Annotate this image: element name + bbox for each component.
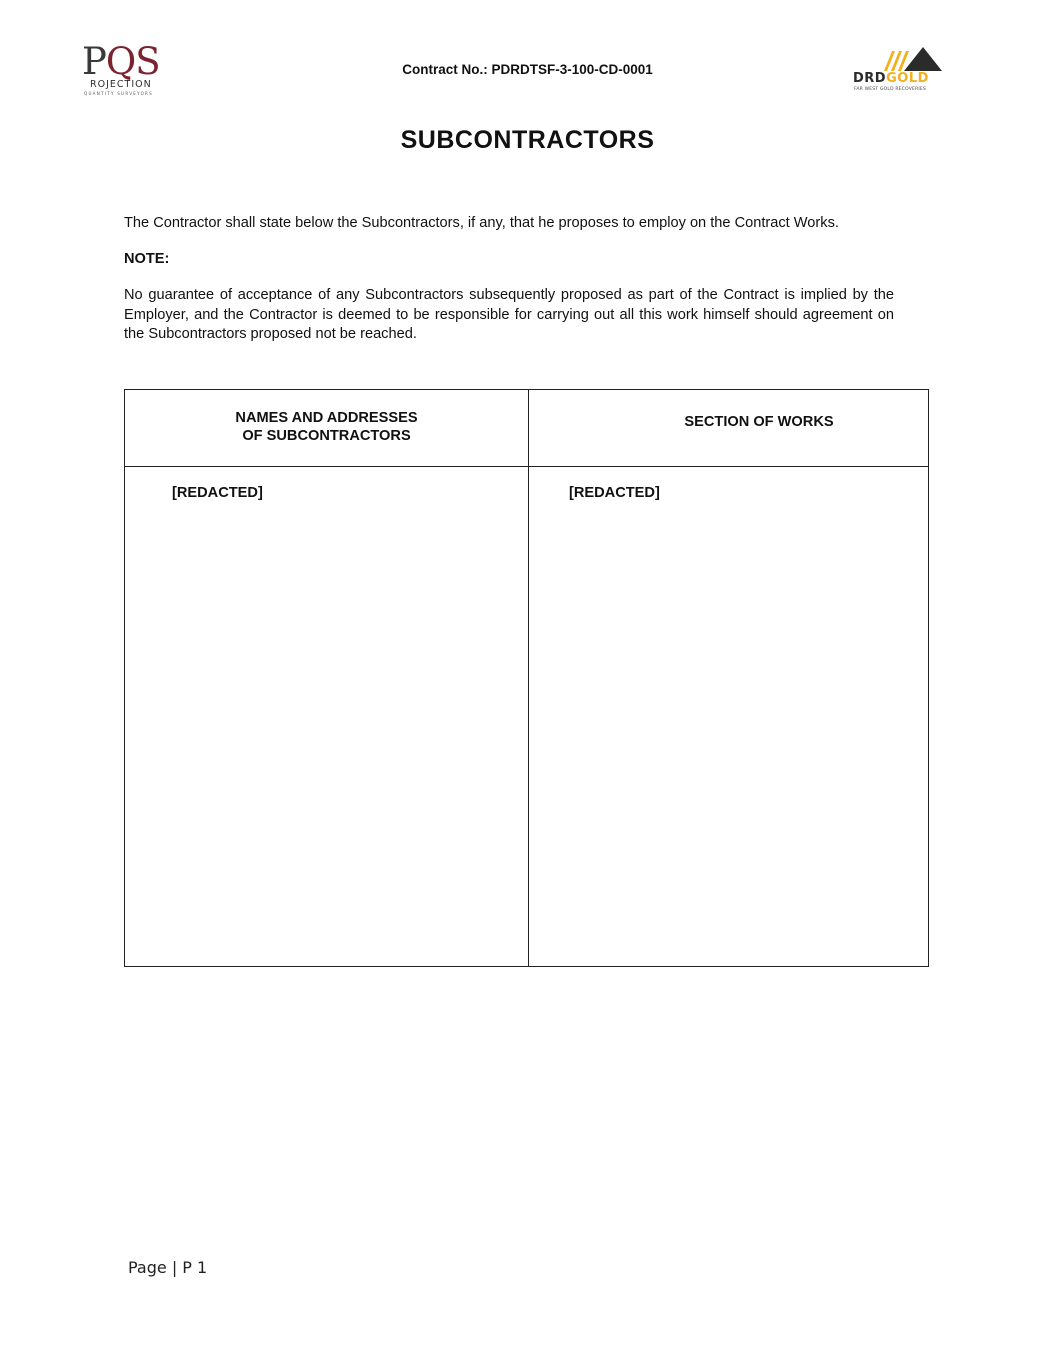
drdgold-mark-icon [880,47,942,71]
table-cell-section: [REDACTED] [569,485,660,501]
table-cell-names: [REDACTED] [172,485,263,501]
pqs-logo-qs: QS [105,40,160,83]
table-column-divider [528,390,529,966]
note-paragraph: No guarantee of acceptance of any Subcontractors subsequently proposed as part of the Contract is implied by the Employer, and the Contractor is deemed to be responsible for carrying out all this work himself should agreement on the Subcontractors proposed not be reached. [124,287,894,342]
drdgold-logo [850,47,945,97]
pqs-logo-subtitle: ROJECTION [90,79,152,90]
header-line: SECTION OF WORKS [684,414,834,430]
table-header-section-of-works [529,413,989,431]
note-label: NOTE: [124,251,170,267]
intro-paragraph: The Contractor shall state below the Subcontractors, if any, that he proposes to employ on the Contract Works. [124,215,839,231]
table-header-names-addresses [125,409,528,445]
page-number: Page | P 1 [128,1258,208,1277]
subcontractors-table [124,389,929,967]
drdgold-tagline: FAR WEST GOLD RECOVERIES [854,87,927,92]
page-title: SUBCONTRACTORS [400,126,655,154]
contract-number: Contract No.: PDRDTSF-3-100-CD-0001 [402,62,653,77]
pqs-logo-letters: PQS [82,40,160,83]
header-line: NAMES AND ADDRESSES [235,410,418,426]
drdgold-wordmark: DRDGOLD [853,71,929,86]
header-line: OF SUBCONTRACTORS [242,428,411,444]
table-header-divider [125,466,928,467]
pqs-logo-tagline: QUANTITY SURVEYORS [84,91,153,96]
